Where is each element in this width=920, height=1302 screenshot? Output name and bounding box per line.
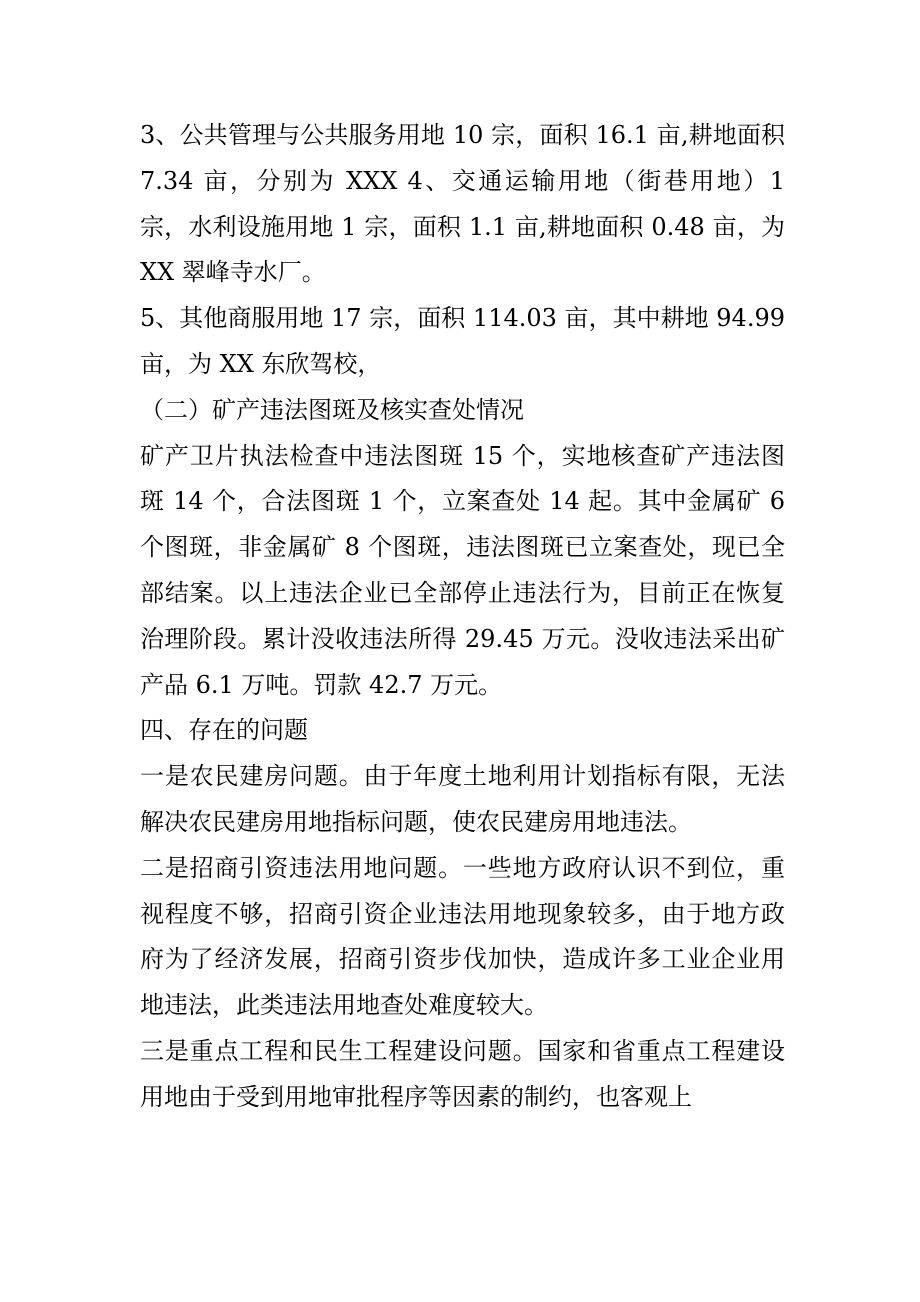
- paragraph-farmer-housing: 一是农民建房问题。由于年度土地利用计划指标有限，无法解决农民建房用地指标问题，使农民建房用地违法。: [140, 762, 785, 836]
- section-heading-existing-problems: 四、存在的问题: [140, 716, 308, 745]
- paragraph-key-projects: 三是重点工程和民生工程建设问题。国家和省重点工程建设用地由于受到用地审批程序等因素的制约，也客观上: [140, 1036, 785, 1111]
- document-body: [140, 113, 785, 1121]
- paragraph-investment-land: 二是招商引资违法用地问题。一些地方政府认识不到位，重视程度不够，招商引资企业违法用地现象较多，由于地方政府为了经济发展，招商引资步伐加快，造成许多工业企业用地违法，此类违法用地查处难度较大。: [140, 853, 785, 1020]
- paragraph-commercial-land: 5、其他商服用地 17 宗，面积 114.03 亩，其中耕地 94.99 亩，为 XX 东欣驾校，: [140, 304, 785, 378]
- paragraph-mineral-violations: 矿产卫片执法检查中违法图斑 15 个，实地核查矿产违法图斑 14 个，合法图斑 1 个，立案查处 14 起。其中金属矿 6 个图斑，非金属矿 8 个图斑，违法图斑已立案查处，现已全部结案。以上违法企业已全部停止违法行为，目前正在恢复治理阶段。累计没收违法所得 29.45 万元。没收违法采出矿产品 6.1 万吨。罚款 42.7 万元。: [140, 441, 785, 699]
- section-heading-mineral-violations: （二）矿产违法图斑及核实查处情况: [140, 395, 524, 424]
- paragraph-public-service-land: 3、公共管理与公共服务用地 10 宗，面积 16.1 亩,耕地面积 7.34 亩，分别为 XXX 4、交通运输用地（街巷用地）1 宗，水利设施用地 1 宗，面积 1.1 亩,耕地面积 0.48 亩，为 XX 翠峰寺水厂。: [140, 121, 785, 287]
